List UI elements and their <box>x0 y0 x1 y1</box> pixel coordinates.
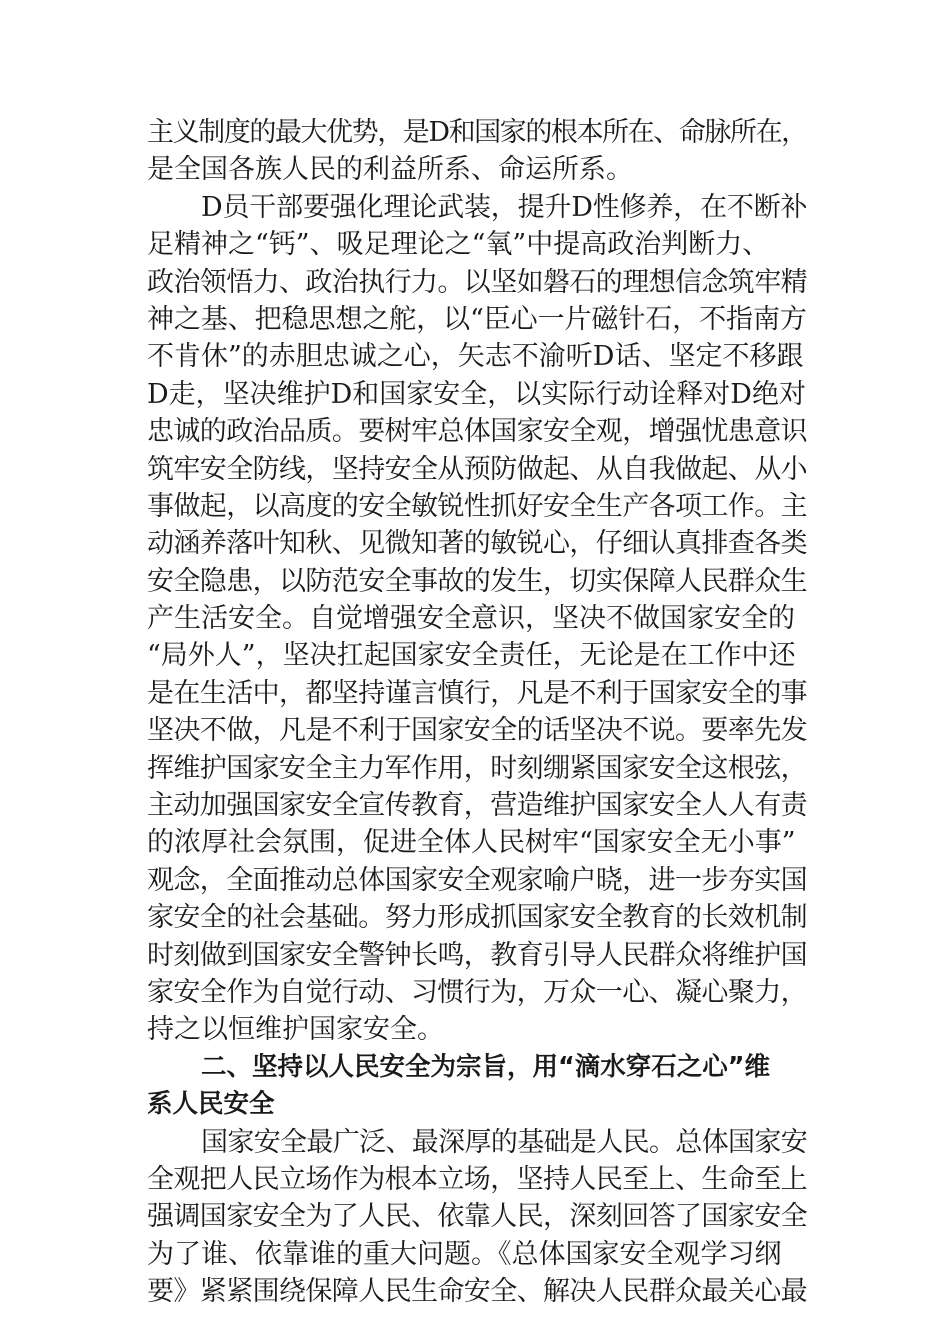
paragraph-line: 产生活安全。自觉增强安全意识，坚决不做国家安全的 <box>147 603 795 635</box>
paragraph-line: 持之以恒维护国家安全。 <box>147 1014 444 1046</box>
paragraph-line: 筑牢安全防线，坚持安全从预防做起、从自我做起、从小 <box>147 453 807 485</box>
paragraph-line: 不肯休”的赤胆忠诚之心，矢志不渝听D话、坚定不移跟 <box>147 341 804 373</box>
paragraph-line: 强调国家安全为了人民、依靠人民，深刻回答了国家安全 <box>147 1201 807 1233</box>
paragraph-line: 神之基、把稳思想之舵，以“臣心一片磁针石，不指南方 <box>147 303 807 335</box>
paragraph-line: 坚决不做，凡是不利于国家安全的话坚决不说。要率先发 <box>147 715 807 747</box>
section-heading-line: 二、坚持以人民安全为宗旨，用“滴水穿石之心”维 <box>201 1051 771 1082</box>
paragraph-line: 国家安全最广泛、最深厚的基础是人民。总体国家安 <box>201 1126 808 1158</box>
paragraph-line: 事做起，以高度的安全敏锐性抓好安全生产各项工作。主 <box>147 490 807 522</box>
paragraph-line: D员干部要强化理论武装，提升D性修养，在不断补 <box>201 191 808 223</box>
paragraph-line: 为了谁、依靠谁的重大问题。《总体国家安全观学习纲 <box>147 1238 782 1270</box>
paragraph-line: 全观把人民立场作为根本立场，坚持人民至上、生命至上 <box>147 1163 807 1195</box>
paragraph-line: 的浓厚社会氛围，促进全体人民树牢“国家安全无小事” <box>147 827 796 859</box>
paragraph-line: 主义制度的最大优势，是D和国家的根本所在、命脉所在， <box>147 117 807 148</box>
paragraph-line: 家安全作为自觉行动、习惯行为，万众一心、凝心聚力， <box>147 976 807 1008</box>
paragraph-line: 忠诚的政治品质。要树牢总体国家安全观，增强忧患意识 <box>147 416 807 448</box>
paragraph-line: 足精神之“钙”、吸足理论之“氧”中提高政治判断力、 <box>147 229 770 261</box>
paragraph-line: 主动加强国家安全宣传教育，营造维护国家安全人人有责 <box>147 790 807 822</box>
paragraph-line: 观念，全面推动总体国家安全观家喻户晓，进一步夯实国 <box>147 864 807 896</box>
paragraph-line: 安全隐患，以防范安全事故的发生，切实保障人民群众生 <box>147 565 807 597</box>
section-heading-line: 系人民安全 <box>147 1089 275 1120</box>
paragraph-line: D走，坚决维护D和国家安全，以实际行动诠释对D绝对 <box>147 378 806 410</box>
paragraph-line: 是在生活中，都坚持谨言慎行，凡是不利于国家安全的事 <box>147 677 807 709</box>
paragraph-line: “局外人”，坚决扛起国家安全责任，无论是在工作中还 <box>147 640 796 672</box>
paragraph-line: 时刻做到国家安全警钟长鸣，教育引导人民群众将维护国 <box>147 939 807 971</box>
paragraph-line: 政治领悟力、政治执行力。以坚如磐石的理想信念筑牢精 <box>147 266 807 298</box>
paragraph-line: 挥维护国家安全主力军作用，时刻绷紧国家安全这根弦， <box>147 752 807 784</box>
paragraph-line: 动涵养落叶知秋、见微知著的敏锐心，仔细认真排查各类 <box>147 528 807 560</box>
document-body <box>147 114 807 1311</box>
paragraph-line: 要》紧紧围绕保障人民生命安全、解决人民群众最关心最 <box>147 1276 807 1308</box>
paragraph-line: 家安全的社会基础。努力形成抓国家安全教育的长效机制 <box>147 902 807 934</box>
paragraph-line: 是全国各族人民的利益所系、命运所系。 <box>147 154 633 186</box>
